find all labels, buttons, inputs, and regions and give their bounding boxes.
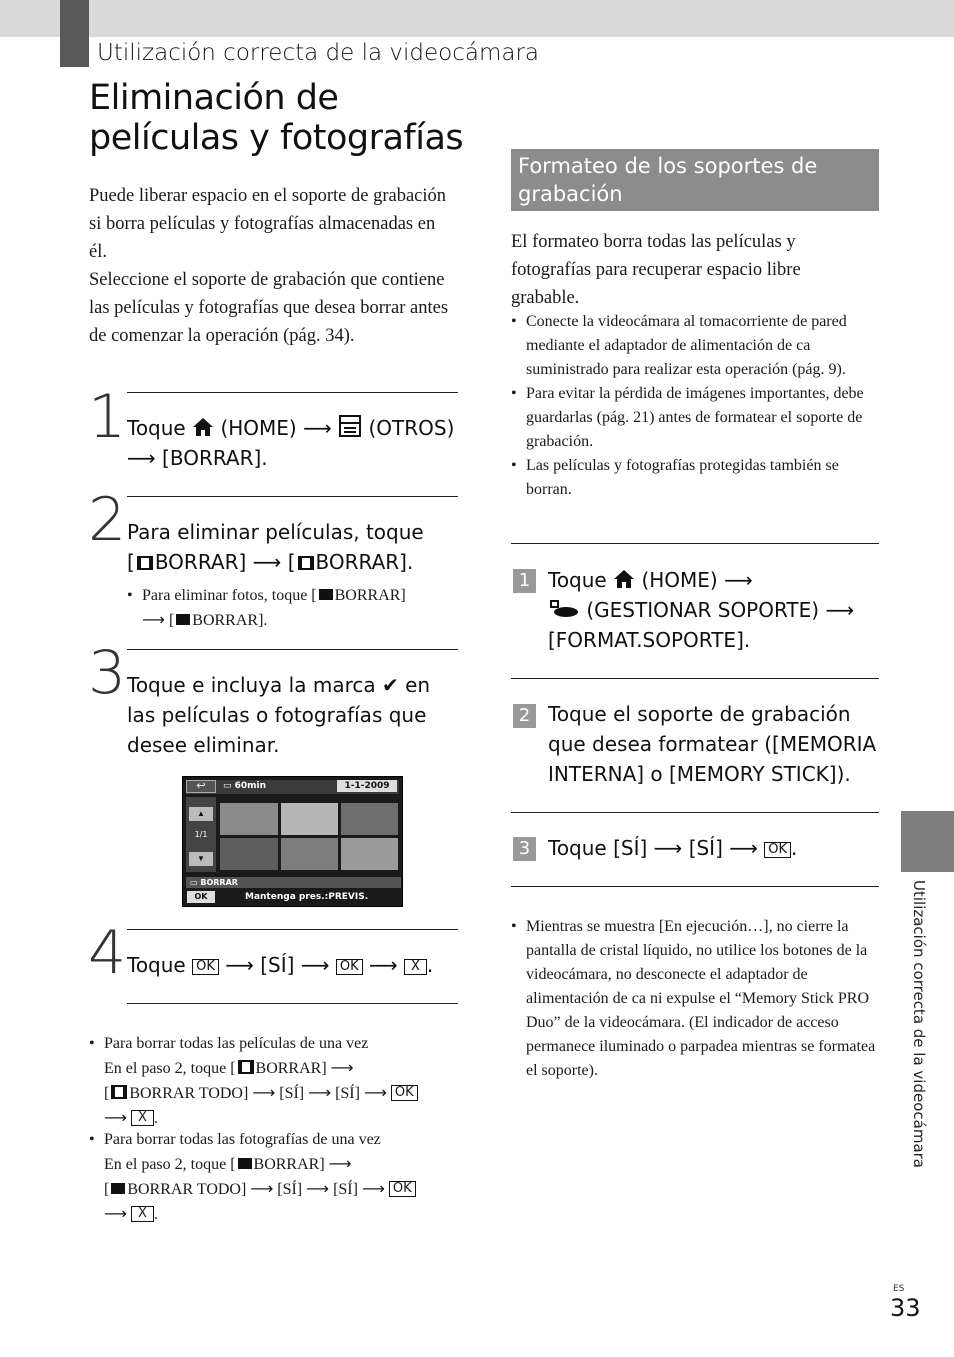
arrow-icon: ⟶: [303, 416, 332, 440]
format-step-1-text: Toque (HOME) ⟶ (GESTIONAR SOPORTE) ⟶ [FORMAT.SOPORTE].: [548, 568, 855, 652]
step-number-box: 1: [513, 569, 536, 593]
step-divider: [127, 392, 458, 393]
arrow-icon: ⟶: [127, 446, 156, 470]
arrow-icon: ⟶: [653, 836, 683, 860]
arrow-icon: ⟶: [729, 836, 758, 860]
format-bullets: [511, 310, 879, 502]
checkmark-icon: ✔: [381, 673, 399, 697]
step-divider: [511, 812, 879, 813]
step-2-text: Para eliminar películas, toque [ BORRAR] ⟶ [ BORRAR].: [127, 520, 424, 574]
list-item: • Para evitar la pérdida de imágenes importantes, debe guardarlas (pág. 21) antes de formatear el soporte de grabación.: [511, 385, 864, 450]
thumbnail[interactable]: [281, 803, 338, 835]
step-number-box: 2: [513, 704, 536, 728]
home-icon: [613, 568, 635, 590]
scroll-panel: [186, 797, 216, 872]
step-divider: [127, 1003, 458, 1004]
ok-button-icon: OK: [192, 959, 219, 975]
step-divider: [127, 929, 458, 930]
page-indicator: 1/1: [194, 830, 208, 839]
step-number: 4: [88, 918, 127, 988]
chapter-side-label: Utilización correcta de la videocámara: [910, 880, 928, 1168]
step-4-text: Toque OK ⟶ [SÍ] ⟶ OK ⟶ X .: [127, 953, 434, 977]
screen-ok-button[interactable]: OK: [187, 891, 215, 903]
intro-text: Puede liberar espacio en el soporte de grabación si borra películas y fotografías almacenadas en él. Seleccione el soporte de grabación que contiene las películas y fotografías que desea borrar antes de comenzar la operación (pág. 34).: [89, 186, 449, 346]
arrow-icon: ⟶: [142, 610, 165, 629]
arrow-icon: ⟶: [368, 953, 398, 977]
ok-button-icon: OK: [391, 1085, 418, 1101]
screen-hint: Mantenga pres.:PREVIS.: [245, 892, 369, 902]
movie-icon: [298, 556, 314, 570]
home-icon: [192, 416, 214, 438]
format-note: • Mientras se muestra [En ejecución…], no cierre la pantalla de cristal líquido, no utilice los botones de la videocámara, no desconecte el adaptador de alimentación de ca ni expulse el “Memory Stick PRO Duo” de la videocámara. (El indicador de acceso permanece iluminado o parpadea mientras se formatea el soporte).: [511, 918, 876, 1079]
lcd-screen-illustration: [182, 776, 403, 907]
page-title: Eliminación de películas y fotografías: [89, 78, 464, 158]
list-item: • Las películas y fotografías protegidas también se borran.: [511, 457, 839, 498]
movie-icon: [137, 556, 153, 570]
movie-icon: [111, 1085, 127, 1099]
header-band: [0, 0, 954, 37]
step-divider: [511, 678, 879, 679]
close-icon: X: [404, 959, 427, 975]
page-number: 33: [890, 1294, 921, 1322]
scroll-down-button[interactable]: ▼: [189, 852, 213, 866]
others-icon: [338, 414, 362, 438]
list-item: • Conecte la videocámara al tomacorriente de pared mediante el adaptador de alimentación de ca suministrado para realizar esta operación (pág. 9).: [511, 313, 847, 378]
date-display: 1-1-2009: [337, 780, 397, 792]
format-intro: El formateo borra todas las películas y fotografías para recuperar espacio libre grabable.: [511, 232, 801, 308]
photo-icon: [176, 614, 190, 625]
screen-mode-label: ▭ BORRAR: [186, 877, 401, 888]
step-divider: [127, 496, 458, 497]
step-3-text: Toque e incluya la marca ✔ en las películas o fotografías que desee eliminar.: [127, 673, 431, 757]
movie-icon: [238, 1060, 254, 1074]
thumbnail[interactable]: [281, 838, 338, 870]
note-delete-all-movies: • Para borrar todas las películas de una vez En el paso 2, toque [ BORRAR] ⟶ [ BORRAR TODO] ⟶ [SÍ] ⟶ [SÍ] ⟶ OK ⟶ X .: [89, 1032, 459, 1131]
arrow-icon: ⟶: [825, 598, 855, 622]
photo-icon: [319, 589, 333, 600]
close-icon: X: [131, 1206, 154, 1222]
scroll-up-button[interactable]: ▲: [189, 807, 213, 821]
arrow-icon: ⟶: [328, 1154, 352, 1173]
thumbnail[interactable]: [341, 803, 398, 835]
arrow-icon: ⟶: [225, 953, 254, 977]
step-number: 1: [88, 382, 127, 452]
format-step-3-text: Toque [SÍ] ⟶ [SÍ] ⟶ OK .: [548, 836, 798, 860]
note-delete-all-photos: • Para borrar todas las fotografías de una vez En el paso 2, toque [ BORRAR] ⟶ [ BORRAR TODO] ⟶ [SÍ] ⟶ [SÍ] ⟶ OK ⟶ X .: [89, 1128, 459, 1227]
format-step-2-text: Toque el soporte de grabación que desea formatear ([MEMORIA INTERNA] o [MEMORY STICK]).: [548, 702, 877, 786]
thumbnail[interactable]: [220, 803, 278, 835]
manage-media-icon: [548, 598, 580, 620]
photo-icon: [111, 1183, 125, 1194]
close-icon: X: [131, 1110, 154, 1126]
header-block: [60, 0, 89, 67]
step-number: 2: [88, 485, 127, 555]
step-number-box: 3: [513, 837, 536, 861]
step-divider: [511, 543, 879, 544]
arrow-icon: ⟶: [724, 568, 753, 592]
return-icon[interactable]: ↩: [186, 780, 216, 793]
step-1-text: Toque (HOME) ⟶ (OTROS) ⟶ [BORRAR].: [127, 416, 455, 470]
arrow-icon: ⟶: [330, 1058, 354, 1077]
arrow-icon: ⟶: [252, 550, 282, 574]
step-divider: [511, 886, 879, 887]
language-code: ES: [893, 1284, 905, 1294]
step-number: 3: [88, 638, 127, 708]
chapter-tab: [901, 811, 954, 872]
arrow-icon: ⟶: [300, 953, 330, 977]
battery-indicator: ▭ 60min: [223, 781, 267, 791]
step-divider: [127, 649, 458, 650]
ok-button-icon: OK: [336, 959, 363, 975]
thumbnail[interactable]: [220, 838, 278, 870]
photo-icon: [238, 1158, 252, 1169]
step-2-bullet: • Para eliminar fotos, toque [ BORRAR] ⟶ [ BORRAR].: [127, 587, 406, 629]
ok-button-icon: OK: [764, 842, 791, 858]
section-title: Utilización correcta de la videocámara: [97, 40, 539, 66]
format-section-heading: Formateo de los soportes de grabación: [511, 149, 879, 211]
ok-button-icon: OK: [389, 1181, 416, 1197]
thumbnail[interactable]: [341, 838, 398, 870]
